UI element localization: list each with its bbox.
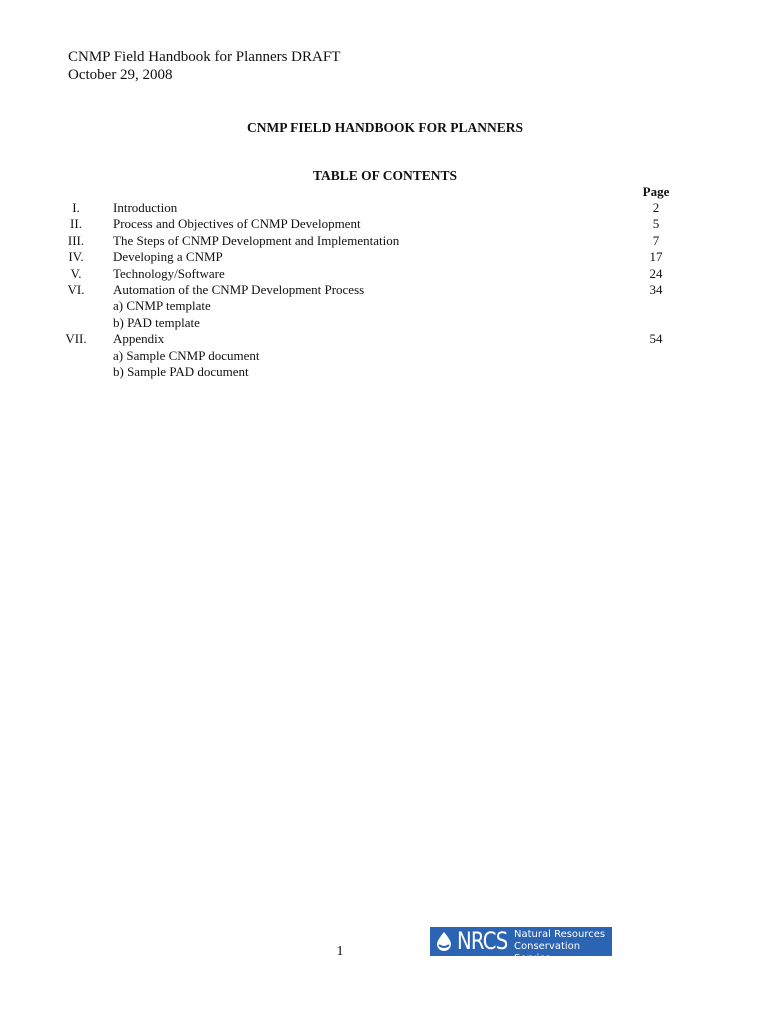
toc-entry-number: IV. — [68, 249, 84, 265]
toc-entry-label: The Steps of CNMP Development and Implementation — [113, 232, 400, 248]
toc-entry-page: 34 — [649, 282, 663, 297]
toc-entry-number: III. — [67, 232, 85, 248]
toc-entry-number: I. — [72, 200, 80, 215]
header-title: CNMP Field Handbook for Planners DRAFT — [68, 49, 341, 65]
page-column-header: Page — [642, 184, 670, 199]
toc-entry-page: 17 — [649, 249, 663, 265]
toc-entry-label: b) PAD template — [113, 314, 200, 330]
toc-entry-page: 7 — [652, 232, 660, 248]
document-title: CNMP FIELD HANDBOOK FOR PLANNERS — [246, 120, 523, 135]
toc-entry-label: a) CNMP template — [113, 298, 211, 314]
toc-entry — [0, 266, 770, 282]
toc-entry — [0, 298, 770, 314]
toc-entry-label: Automation of the CNMP Development Process — [113, 282, 365, 297]
toc-entry-page: 5 — [652, 216, 660, 232]
toc-entry-label: Technology/Software — [113, 265, 225, 281]
toc-entry — [0, 216, 770, 232]
toc-entry-label: Introduction — [113, 200, 178, 215]
water-drop-icon — [433, 931, 455, 952]
toc-entry-label: a) Sample CNMP document — [113, 347, 260, 363]
header-date: October 29, 2008 — [68, 67, 173, 83]
toc-entry-label: Appendix — [113, 331, 165, 347]
toc-entry — [0, 364, 770, 380]
toc-title: TABLE OF CONTENTS — [312, 168, 458, 183]
toc-entry-number: VI. — [67, 282, 85, 297]
logo-agency-name — [514, 929, 612, 965]
toc-entry-page: 24 — [649, 265, 663, 281]
toc-entry-page: 2 — [652, 200, 660, 215]
toc-entry-number: V. — [70, 265, 82, 281]
toc-entry — [0, 348, 770, 364]
toc-entry-label: b) Sample PAD document — [113, 364, 249, 379]
toc-entry — [0, 331, 770, 347]
toc-entry-label: Process and Objectives of CNMP Development — [113, 216, 361, 232]
logo-line-1: Natural Resources — [514, 929, 606, 940]
toc-entry-page: 54 — [649, 331, 663, 347]
toc-entry — [0, 249, 770, 265]
toc-entry — [0, 315, 770, 331]
running-header — [68, 48, 340, 84]
logo-abbreviation: NRCS — [457, 927, 508, 955]
toc-entry-number: II. — [70, 216, 82, 232]
toc-entry — [0, 200, 770, 216]
nrcs-logo — [430, 927, 612, 964]
toc-entry — [0, 233, 770, 249]
page-number: 1 — [336, 944, 344, 959]
toc-entry-number: VII. — [65, 331, 87, 347]
toc-entry — [0, 282, 770, 298]
logo-line-2: Conservation Service — [514, 941, 581, 964]
toc-entry-label: Developing a CNMP — [113, 249, 223, 265]
